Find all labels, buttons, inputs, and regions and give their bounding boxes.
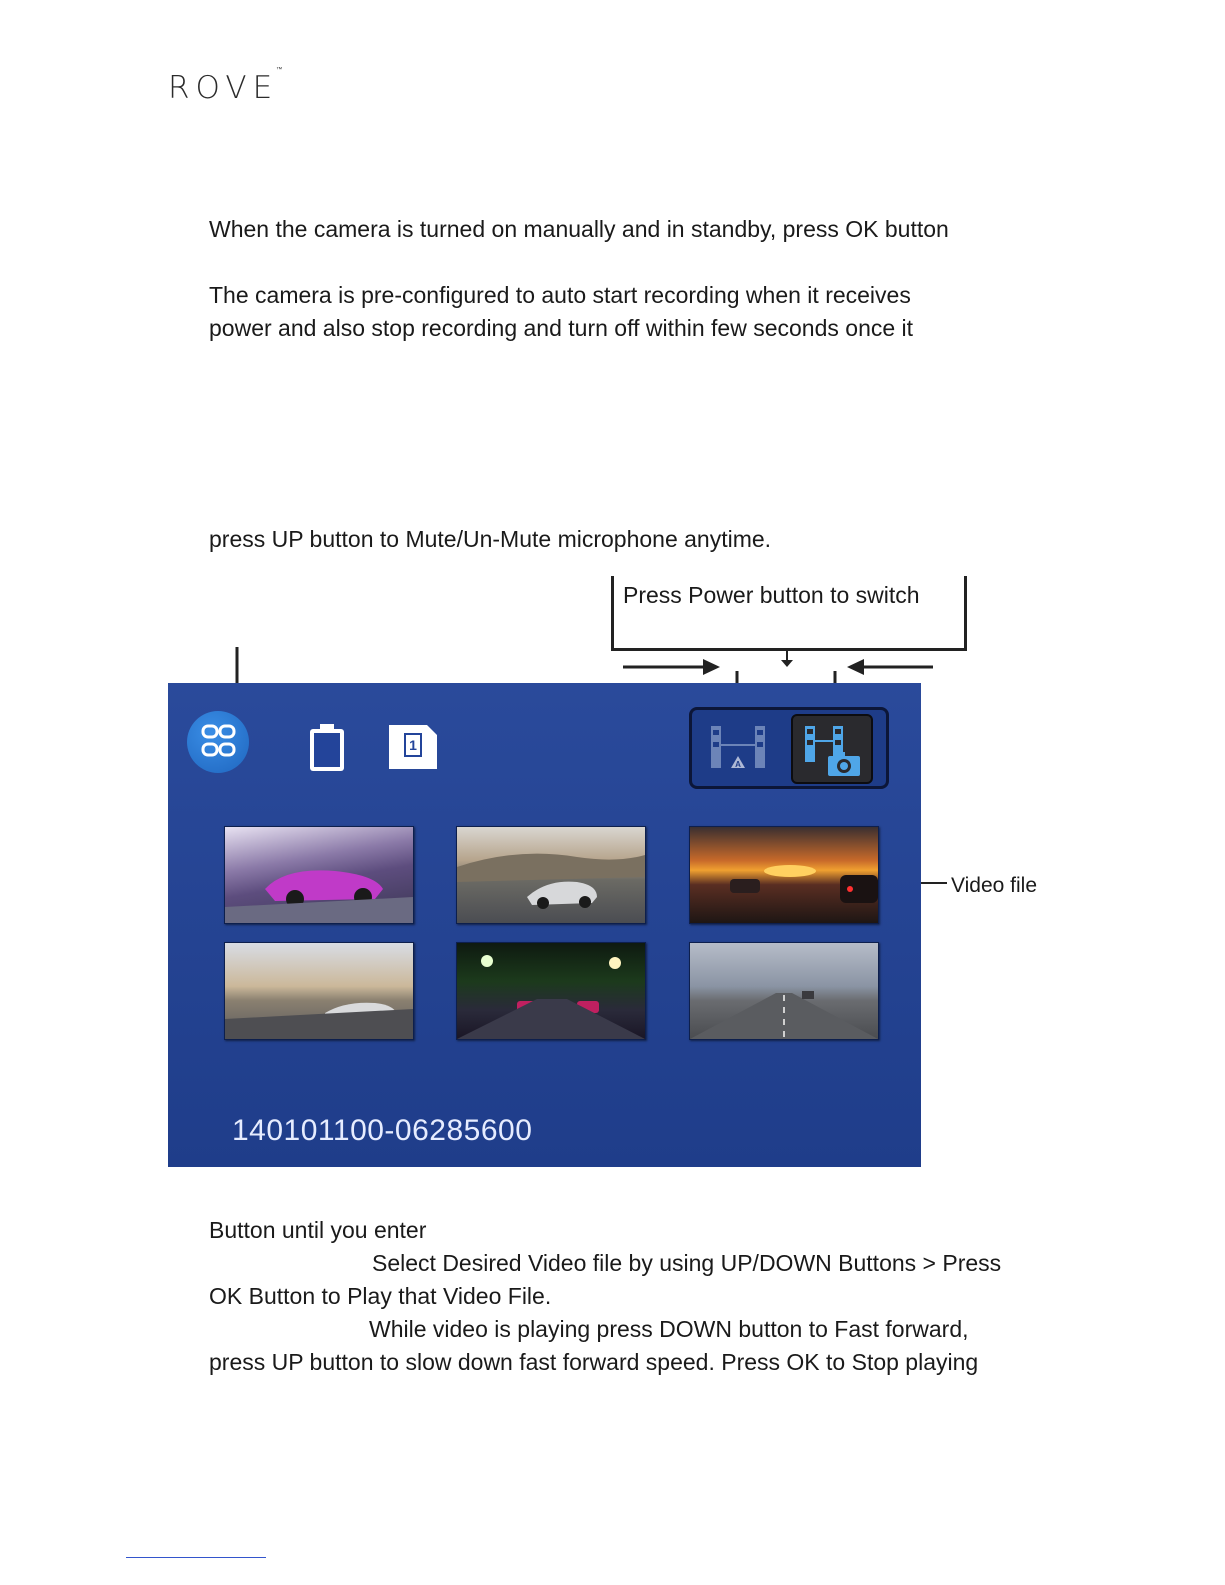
video-file-annotation: Video file [951, 874, 1038, 897]
video-thumbnail-3[interactable] [689, 826, 879, 924]
intro-line-1: When the camera is turned on manually and in standby, press OK button [209, 216, 949, 242]
logo-text: ROVE [168, 70, 279, 106]
right-arrowhead [703, 659, 720, 675]
sd-card-icon [387, 723, 439, 771]
rove-logo [168, 66, 283, 106]
mode-switch[interactable] [689, 707, 889, 789]
menu-grid-icon[interactable] [187, 711, 249, 773]
instruction-line-2: Select Desired Video file by using UP/DOWN Buttons > Press [372, 1250, 1002, 1276]
instruction-line-5: press UP button to slow down fast forward speed. Press OK to Stop playing [209, 1349, 979, 1375]
intro-line-2: The camera is pre-configured to auto start recording when it receives [209, 282, 911, 308]
left-arrowhead [847, 659, 864, 675]
video-filename: 140101100-06285600 [232, 1114, 533, 1147]
instruction-line-1: Button until you enter [209, 1217, 427, 1243]
video-thumbnail-4[interactable] [224, 942, 414, 1040]
trademark-symbol: ™ [276, 66, 283, 73]
video-thumbnail-6[interactable] [689, 942, 879, 1040]
photo-mode-icon[interactable] [791, 714, 873, 784]
callout-down-arrowhead [781, 660, 793, 667]
camera-screen [168, 683, 921, 1167]
video-thumbnail-2[interactable] [456, 826, 646, 924]
intro-line-4: press UP button to Mute/Un-Mute microphone anytime. [209, 526, 772, 552]
video-mode-icon[interactable] [706, 722, 770, 774]
instruction-line-3: OK Button to Play that Video File. [209, 1283, 552, 1309]
callout-label: Press Power button to switch [623, 582, 920, 608]
intro-line-3: power and also stop recording and turn off within few seconds once it [209, 315, 914, 341]
video-thumbnail-1[interactable] [224, 826, 414, 924]
footer-underline [126, 1557, 266, 1558]
instruction-line-4: While video is playing press DOWN button to Fast forward, [369, 1316, 969, 1342]
video-thumbnail-5[interactable] [456, 942, 646, 1040]
sd-card-number: 1 [404, 733, 422, 757]
battery-icon [308, 723, 346, 778]
svg-text:A: A [735, 760, 741, 769]
